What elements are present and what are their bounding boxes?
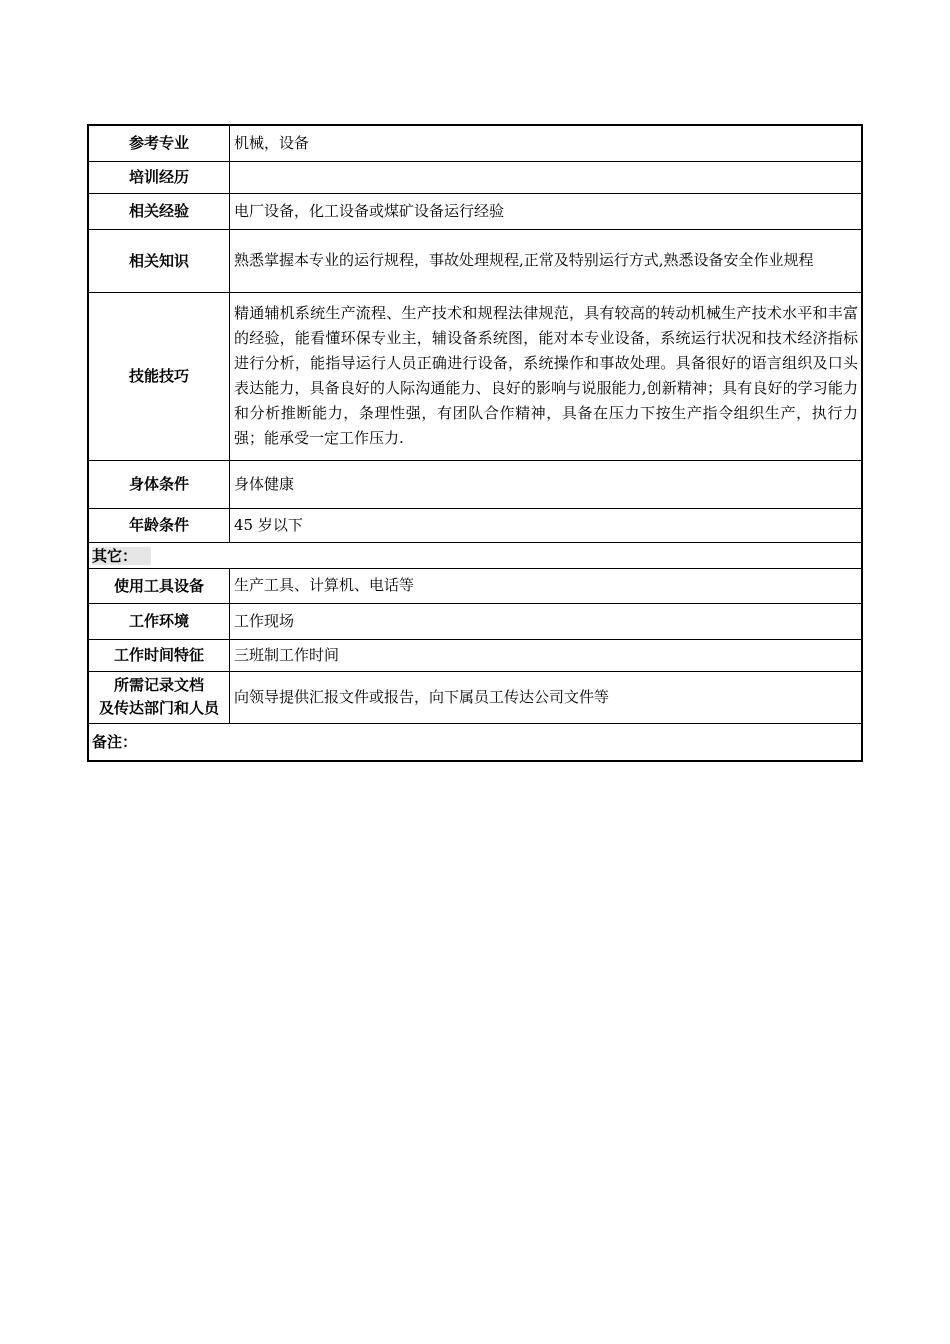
row-label-experience: 相关经验 <box>88 193 230 229</box>
table-row <box>88 671 862 723</box>
table-row <box>88 639 862 671</box>
row-value-environment: 工作现场 <box>230 603 863 639</box>
row-value-skills: 精通辅机系统生产流程、生产技术和规程法律规范，具有较高的转动机械生产技术水平和丰富的经验，能看懂环保专业主，辅设备系统图，能对本专业设备，系统运行状况和技术经济指标进行分析，能指导运行人员正确进行设备，系统操作和事故处理。具备很好的语言组织及口头表达能力，具备良好的人际沟通能力、良好的影响与说服能力,创新精神；具有良好的学习能力和分析推断能力，条理性强，有团队合作精神，具备在压力下按生产指令组织生产，执行力强；能承受一定工作压力. <box>230 292 863 460</box>
row-label-knowledge: 相关知识 <box>88 229 230 292</box>
section-row-remarks <box>88 723 862 761</box>
job-requirements-table <box>87 124 863 762</box>
table-row <box>88 603 862 639</box>
section-title-other-text: 其它： <box>92 547 151 565</box>
table-row <box>88 568 862 603</box>
row-label-major: 参考专业 <box>88 125 230 161</box>
row-label-work-time: 工作时间特征 <box>88 639 230 671</box>
row-label-physical: 身体条件 <box>88 460 230 508</box>
section-title-remarks: 备注： <box>88 723 862 761</box>
row-value-physical: 身体健康 <box>230 460 863 508</box>
row-value-documents: 向领导提供汇报文件或报告，向下属员工传达公司文件等 <box>230 671 863 723</box>
row-value-tools: 生产工具、计算机、电话等 <box>230 568 863 603</box>
row-label-documents-line2: 及传达部门和人员 <box>98 699 219 717</box>
row-label-training: 培训经历 <box>88 161 230 193</box>
row-label-tools: 使用工具设备 <box>88 568 230 603</box>
section-title-other <box>88 542 862 568</box>
row-value-training <box>230 161 863 193</box>
row-value-major: 机械，设备 <box>230 125 863 161</box>
table-row <box>88 460 862 508</box>
table-row <box>88 292 862 460</box>
table-row <box>88 193 862 229</box>
table-row <box>88 229 862 292</box>
row-label-environment: 工作环境 <box>88 603 230 639</box>
section-row-other <box>88 542 862 568</box>
row-label-documents <box>88 671 230 723</box>
table-row <box>88 508 862 542</box>
row-label-age: 年龄条件 <box>88 508 230 542</box>
table-row <box>88 125 862 161</box>
row-value-age: 45 岁以下 <box>230 508 863 542</box>
row-label-documents-line1: 所需记录文档 <box>113 676 204 694</box>
row-label-skills: 技能技巧 <box>88 292 230 460</box>
row-value-experience: 电厂设备，化工设备或煤矿设备运行经验 <box>230 193 863 229</box>
row-value-knowledge: 熟悉掌握本专业的运行规程，事故处理规程,正常及特别运行方式,熟悉设备安全作业规程 <box>230 229 863 292</box>
row-value-work-time: 三班制工作时间 <box>230 639 863 671</box>
table-row <box>88 161 862 193</box>
